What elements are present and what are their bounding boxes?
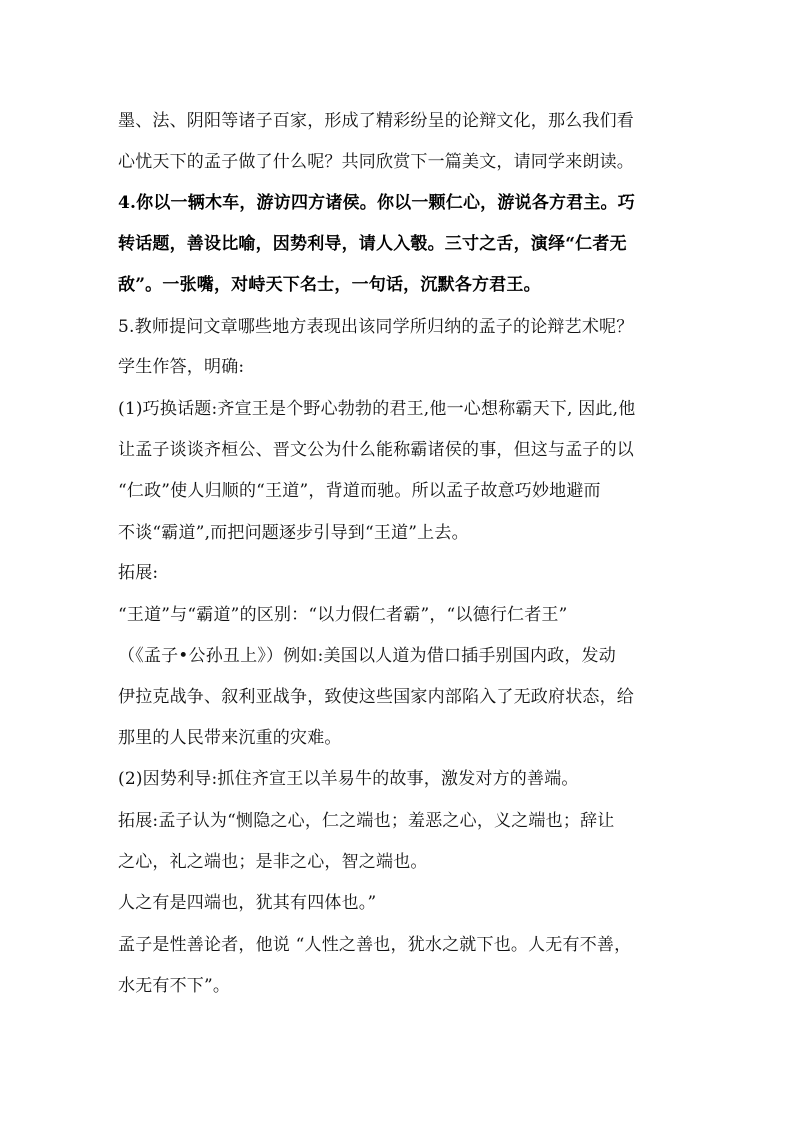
text-line: 人之有是四端也，犹其有四体也。” (118, 893, 377, 913)
text-line: 学生作答，明确: (118, 357, 245, 377)
text-line: (1)巧换话题:齐宣王是个野心勃勃的君王,他一心想称霸天下, 因此,他 (118, 399, 636, 419)
text-line: 之心，礼之端也；是非之心，智之端也。 (118, 852, 428, 872)
text-line: 孟子是性善论者，他说 “人性之善也，犹水之就下也。人无有不善， (118, 935, 632, 955)
text-line-bold: 敌”。一张嘴，对峙天下名士，一句话，沉默各方君王。 (118, 275, 541, 295)
text-line: 不谈“霸道”,而把问题逐步引导到“王道”上去。 (118, 523, 469, 543)
text-line: 伊拉克战争、叙利亚战争，致使这些国家内部陷入了无政府状态，给 (118, 687, 634, 707)
text-line: 那里的人民带来沉重的灾难。 (118, 728, 342, 748)
text-line: 让孟子谈谈齐桓公、晋文公为什么能称霸诸侯的事，但这与孟子的以 (118, 440, 634, 460)
text-line: (2)因势利导:抓住齐宣王以羊易牛的故事，激发对方的善端。 (118, 769, 579, 789)
text-line: 水无有不下”。 (118, 976, 231, 996)
text-line: （《孟子•公孙丑上》）例如:美国以人道为借口插手别国内政，发动 (118, 646, 616, 666)
text-line: “仁政”使人归顺的“王道”，背道而驰。所以孟子故意巧妙地避而 (118, 481, 601, 501)
text-line-bold: 转话题，善设比喻，因势利导，请人入彀。三寸之舌，演绎“仁者无 (118, 234, 627, 254)
text-line: 拓展: (118, 563, 159, 583)
text-line: 拓展:孟子认为“恻隐之心，仁之端也；羞恶之心，义之端也；辞让 (118, 811, 615, 831)
text-line: 心忧天下的孟子做了什么呢？共同欣赏下一篇美文，请同学来朗读。 (118, 152, 634, 172)
text-line: 5.教师提问文章哪些地方表现出该同学所归纳的孟子的论辩艺术呢？ (118, 317, 634, 337)
text-line-bold: 4.你以一辆木车，游访四方诸侯。你以一颗仁心，游说各方君主。巧 (118, 193, 635, 213)
text-line: “王道”与“霸道”的区别：“以力假仁者霸”，“以德行仁者王” (118, 605, 568, 625)
text-line: 墨、法、阴阳等诸子百家，形成了精彩纷呈的论辩文化，那么我们看 (118, 111, 634, 131)
